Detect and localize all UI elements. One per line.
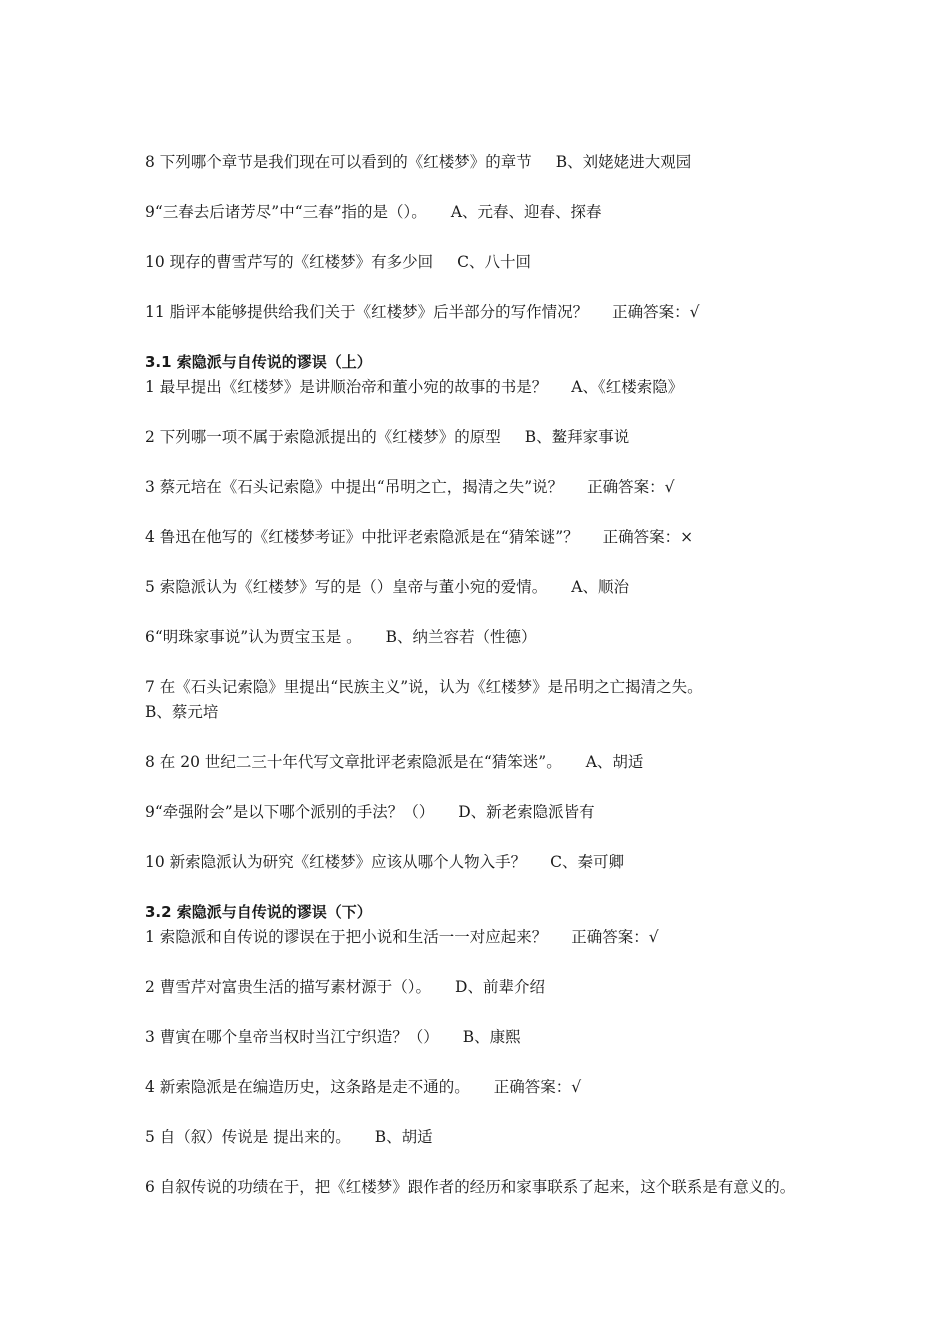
question-text: 11 脂评本能够提供给我们关于《红楼梦》后半部分的写作情况？: [145, 303, 589, 321]
question-line: [145, 475, 815, 500]
question-text: 10 新索隐派认为研究《红楼梦》应该从哪个人物入手？: [145, 853, 527, 871]
question-line: [145, 150, 815, 175]
question-line: [145, 850, 815, 875]
answer-text: B、蔡元培: [145, 703, 219, 721]
question-text: 4 新索隐派是在编造历史，这条路是走不通的。: [145, 1078, 470, 1096]
answer-text: B、康熙: [462, 1028, 521, 1046]
question-line: [145, 1125, 815, 1150]
answer-line: [145, 700, 815, 725]
answer-text: C、秦可卿: [550, 853, 625, 871]
question-line: [145, 675, 815, 700]
question-line: [145, 300, 815, 325]
question-text: 5 自（叙）传说是 提出来的。: [145, 1128, 351, 1146]
answer-text: B、鳌拜家事说: [524, 428, 630, 446]
question-line: [145, 1025, 815, 1050]
question-line: [145, 1075, 815, 1100]
question-line: [145, 575, 815, 600]
question-line: [145, 425, 815, 450]
document-page: [145, 150, 815, 1200]
answer-text: A、胡适: [585, 753, 644, 771]
question-text: 4 鲁迅在他写的《红楼梦考证》中批评老索隐派是在“猜笨谜”？: [145, 528, 579, 546]
question-text: 10 现存的曹雪芹写的《红楼梦》有多少回: [145, 253, 434, 271]
question-text: 1 索隐派和自传说的谬误在于把小说和生活一一对应起来？: [145, 928, 548, 946]
answer-text: A、顺治: [571, 578, 629, 596]
answer-text: 正确答案：×: [602, 528, 694, 546]
answer-text: B、胡适: [374, 1128, 433, 1146]
question-line: [145, 800, 815, 825]
answer-text: A、《红楼索隐》: [571, 378, 684, 396]
question-line: [145, 925, 815, 950]
question-text: 7 在《石头记索隐》里提出“民族主义”说，认为《红楼梦》是吊明之亡揭清之失。: [145, 678, 703, 696]
question-line: [145, 750, 815, 775]
answer-text: A、元春、迎春、探春: [450, 203, 602, 221]
section-heading: 3.2 索隐派与自传说的谬误（下）: [145, 903, 372, 921]
answer-text: 正确答案：√: [571, 928, 659, 946]
question-line: [145, 975, 815, 1000]
question-text: 3 蔡元培在《石头记索隐》中提出“吊明之亡，揭清之失”说？: [145, 478, 564, 496]
answer-text: 正确答案：√: [612, 303, 700, 321]
question-text: 8 下列哪个章节是我们现在可以看到的《红楼梦》的章节: [145, 153, 532, 171]
answer-text: D、新老索隐派皆有: [458, 803, 595, 821]
answer-text: 正确答案：√: [587, 478, 675, 496]
answer-text: B、刘姥姥进大观园: [555, 153, 692, 171]
question-line: [145, 625, 815, 650]
question-line: [145, 375, 815, 400]
question-text: 5 索隐派认为《红楼梦》写的是（）皇帝与董小宛的爱情。: [145, 578, 548, 596]
answer-text: 正确答案：√: [493, 1078, 582, 1096]
answer-text: C、八十回: [457, 253, 532, 271]
question-text: 9“三春去后诸芳尽”中“三春”指的是（）。: [145, 203, 427, 221]
question-paragraph: 6 自叙传说的功绩在于，把《红楼梦》跟作者的经历和家事联系了起来，这个联系是有意义的。: [145, 1178, 796, 1196]
question-line: [145, 200, 815, 225]
section-heading: 3.1 索隐派与自传说的谬误（上）: [145, 353, 372, 371]
question-text: 9“牵强附会”是以下哪个派别的手法？（）: [145, 803, 435, 821]
question-text: 1 最早提出《红楼梦》是讲顺治帝和董小宛的故事的书是？: [145, 378, 548, 396]
question-line: [145, 250, 815, 275]
question-text: 2 下列哪一项不属于索隐派提出的《红楼梦》的原型: [145, 428, 501, 446]
answer-text: B、纳兰容若（性德）: [385, 628, 537, 646]
question-text: 3 曹寅在哪个皇帝当权时当江宁织造？（）: [145, 1028, 439, 1046]
question-text: 2 曹雪芹对富贵生活的描写素材源于（）。: [145, 978, 432, 996]
question-text: 8 在 20 世纪二三十年代写文章批评老索隐派是在“猜笨迷”。: [145, 753, 562, 771]
answer-text: D、前辈介绍: [455, 978, 545, 996]
question-line: [145, 525, 815, 550]
question-text: 6“明珠家事说”认为贾宝玉是 。: [145, 628, 362, 646]
